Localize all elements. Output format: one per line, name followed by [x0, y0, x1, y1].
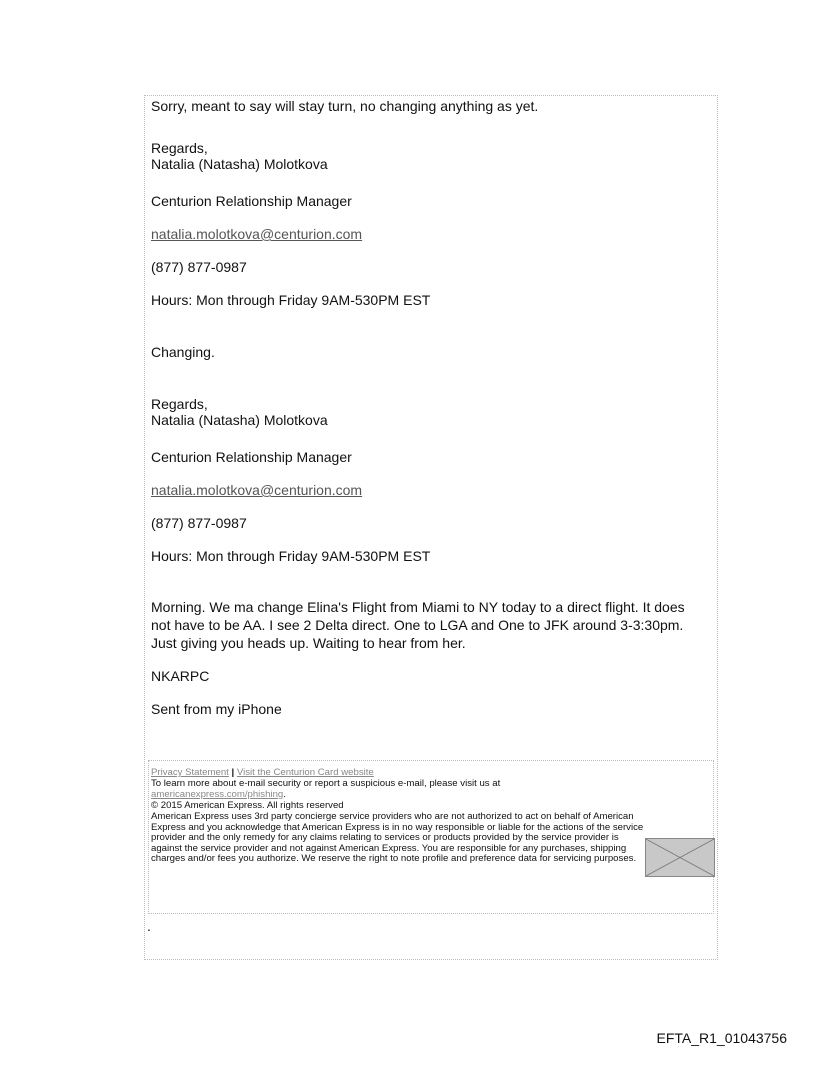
- phishing-line: [151, 790, 646, 801]
- period: .: [283, 789, 286, 800]
- signature-hours: Hours: Mon through Friday 9AM-530PM EST: [151, 548, 431, 564]
- message-body: Changing.: [151, 344, 215, 360]
- signature-title: Centurion Relationship Manager: [151, 449, 352, 465]
- message-sender: NKARPC: [151, 668, 210, 684]
- signature-hours: Hours: Mon through Friday 9AM-530PM EST: [151, 292, 431, 308]
- signature-regards: Regards,: [151, 396, 208, 412]
- security-text: To learn more about e-mail security or report a suspicious e-mail, please visit us at: [151, 778, 501, 789]
- disclaimer: American Express uses 3rd party concierge service providers who are not authorized to act on behalf of American Express and you acknowledge that American Express is in no way responsible or liable for the actions of the service provider and the only remedy for any claims relating to services or products provided by the service provider is against the service provider and not against American Express. You are responsible for any purchases, shipping charges and/or fees you authorize. We reserve the right to note profile and preference data for servicing purposes.: [151, 811, 644, 865]
- footer-links: [151, 768, 646, 779]
- sent-from: Sent from my iPhone: [151, 701, 282, 717]
- signature-phone: (877) 877-0987: [151, 515, 247, 531]
- signature-phone: (877) 877-0987: [151, 259, 247, 275]
- message-line: Just giving you heads up. Waiting to hear from her.: [151, 635, 466, 651]
- signature-email-link[interactable]: natalia.molotkova@centurion.com: [151, 482, 363, 498]
- broken-image-icon: [646, 839, 714, 876]
- copyright: © 2015 American Express. All rights reserved: [151, 800, 344, 811]
- broken-image-placeholder: [645, 838, 715, 877]
- trailing-dot: .: [147, 918, 151, 934]
- document-id: EFTA_R1_01043756: [656, 1030, 787, 1046]
- message-line: Morning. We ma change Elina's Flight from Miami to NY today to a direct flight. It does: [151, 599, 685, 615]
- phishing-link[interactable]: americanexpress.com/phishing: [151, 789, 284, 800]
- privacy-statement-link[interactable]: Privacy Statement: [151, 767, 229, 778]
- signature-regards: Regards,: [151, 140, 208, 156]
- message-line: not have to be AA. I see 2 Delta direct. One to LGA and One to JFK around 3-3:30pm.: [151, 617, 684, 633]
- message-body: Sorry, meant to say will stay turn, no changing anything as yet.: [151, 98, 539, 114]
- signature-name: Natalia (Natasha) Molotkova: [151, 156, 328, 172]
- signature-title: Centurion Relationship Manager: [151, 193, 352, 209]
- signature-email-link[interactable]: natalia.molotkova@centurion.com: [151, 226, 363, 242]
- centurion-website-link[interactable]: Visit the Centurion Card website: [236, 767, 374, 778]
- signature-name: Natalia (Natasha) Molotkova: [151, 412, 328, 428]
- link-separator: |: [228, 767, 237, 778]
